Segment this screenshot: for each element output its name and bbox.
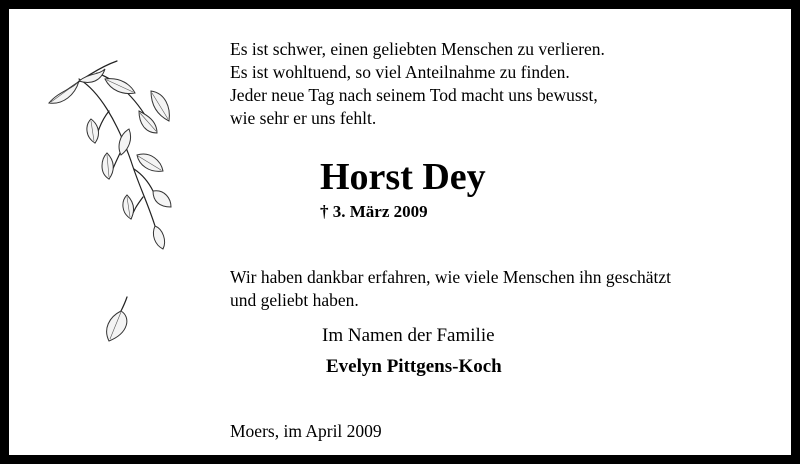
quote-line: Jeder neue Tag nach seinem Tod macht uns bewusst,: [230, 85, 598, 105]
thanks-message: [230, 266, 671, 312]
deceased-name: Horst Dey: [320, 156, 486, 198]
thanks-line: Wir haben dankbar erfahren, wie viele Menschen ihn geschätzt: [230, 267, 671, 287]
quote-line: wie sehr er uns fehlt.: [230, 108, 377, 128]
falling-leaf-icon: [101, 293, 137, 349]
family-name: Evelyn Pittgens-Koch: [326, 356, 502, 377]
family-label: Im Namen der Familie: [322, 325, 495, 346]
place-date: Moers, im April 2009: [230, 421, 382, 441]
death-date: † 3. März 2009: [320, 202, 428, 221]
quote-line: Es ist schwer, einen geliebten Menschen zu verlieren.: [230, 39, 605, 59]
quote-line: Es ist wohltuend, so viel Anteilnahme zu finden.: [230, 62, 570, 82]
birch-branch-icon: [39, 51, 179, 251]
thanks-line: und geliebt haben.: [230, 290, 359, 310]
memorial-quote: [230, 38, 605, 130]
